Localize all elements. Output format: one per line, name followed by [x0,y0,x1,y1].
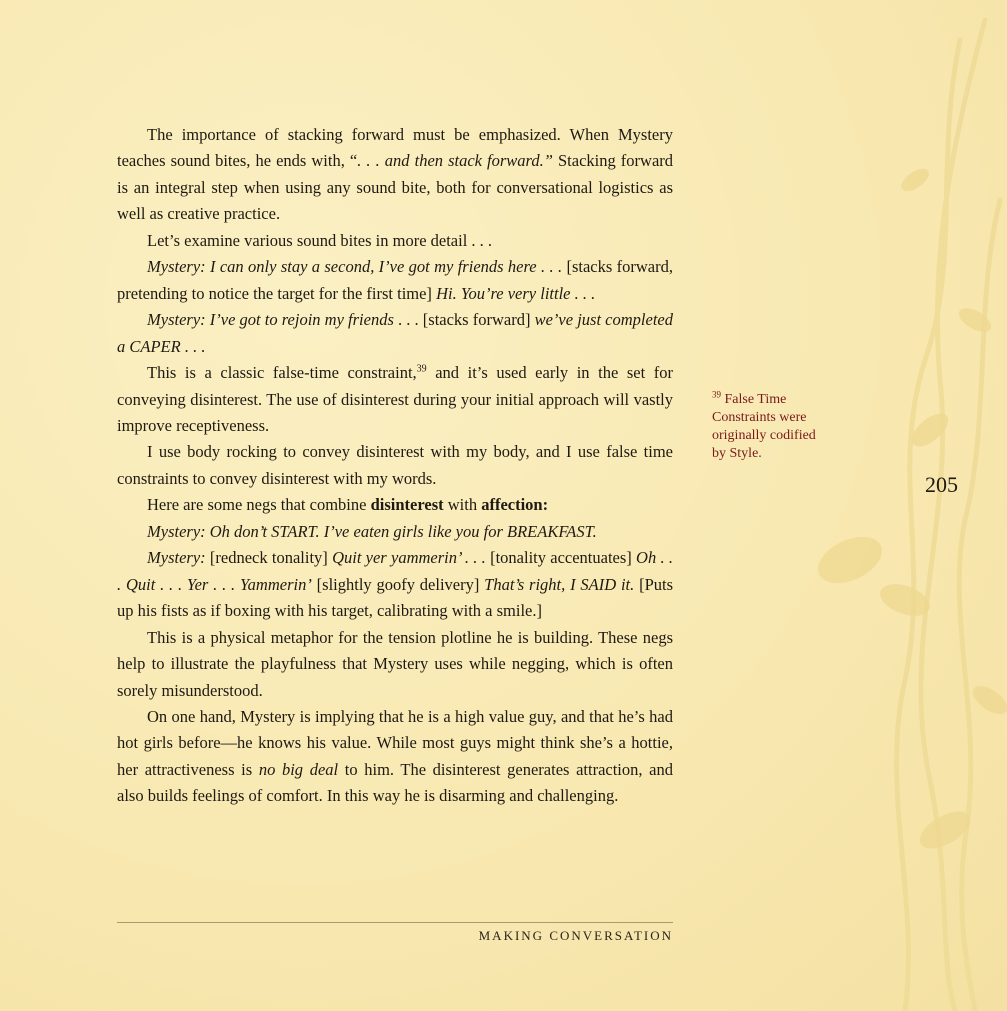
sidenote-text: False Time Constraints were originally codified by Style. [712,392,816,461]
text-run: and it’s used early in the set for conveying disinterest. The use of disinterest during your initial approach will vastly improve receptiveness. [117,363,673,435]
dialogue-paragraph [117,519,673,545]
dialogue-paragraph [117,545,673,624]
body-text [117,122,673,810]
paragraph [117,492,673,518]
italic-run: That’s right, I SAID it. [484,574,635,594]
italic-run: Mystery: Oh don’t START. I’ve eaten girls like you for BREAKFAST. [147,521,597,541]
footnote-reference: 39 [416,363,427,375]
italic-run: no big deal [258,759,339,779]
dialogue-paragraph [117,307,673,360]
italic-run: Mystery: I’ve got to rejoin my friends [147,310,394,330]
italic-run: Hi. You’re very little . . . [436,283,596,303]
italic-run: Mystery: I can only stay a second, I’ve got my friends here . . . [147,257,563,277]
text-run: [redneck tonality] [205,548,333,568]
text-run: [Puts up his fists as if boxing with his target, calibrating with a smile.] [117,574,673,621]
text-run: [stacks forward, pretending to notice the target for the first time] [117,257,674,303]
italic-run: Mystery: [147,548,206,568]
running-footer: MAKING CONVERSATION [478,928,673,943]
text-run: The importance of stacking forward must be emphasized. When Mystery teaches sound bites, he ends with, “ [117,125,673,171]
paragraph [117,439,673,492]
bold-run: disinterest [370,495,444,515]
bold-run: affection: [481,495,549,515]
text-run: This is a classic false-time constraint, [147,363,417,383]
footer-rule [117,922,673,923]
paragraph [117,625,673,704]
paragraph [117,228,673,254]
paragraph [117,122,673,228]
text-run: This is a physical metaphor for the tension plotline he is building. These negs help to illustrate the playfulness that Mystery uses while negging, which is often sorely misunderstood. [117,627,673,700]
text-run: Here are some negs that combine [147,495,371,515]
italic-run: . . . and then stack forward.” [357,151,553,171]
text-run: Let’s examine various sound bites in more detail . . . [147,230,493,250]
italic-run: Quit yer yammerin’ . . . [332,548,486,568]
text-run: Stacking forward is an integral step when using any sound bite, both for conversational logistics as well as creative practice. [117,151,674,224]
dialogue-paragraph [117,254,673,307]
italic-run: we’ve just completed a CAPER . . . [117,310,673,356]
italic-run: Oh . . . Quit . . . Yer . . . Yammerin’ [117,548,673,594]
text-run: to him. The disinterest generates attraction, and also builds feelings of comfort. In this way he is disarming and challenging. [117,759,673,806]
text-run: with [443,495,482,515]
page-number: 205 [925,472,958,497]
text-run: I use body rocking to convey disinterest with my body, and I use false time constraints to convey disinterest with my words. [117,442,673,488]
sidenote [712,391,830,463]
text-run: [tonality accentuates] [485,548,637,568]
text-run: On one hand, Mystery is implying that he is a high value guy, and that he’s had hot girls before—he knows his value. While most guys might think she’s a hottie, her attractiveness is [117,706,673,779]
text-run: . . . [stacks forward] [393,310,535,330]
paragraph [117,704,673,810]
text-run: [slightly goofy delivery] [311,574,485,594]
sidenote-number: 39 [712,389,721,400]
paragraph [117,360,673,439]
